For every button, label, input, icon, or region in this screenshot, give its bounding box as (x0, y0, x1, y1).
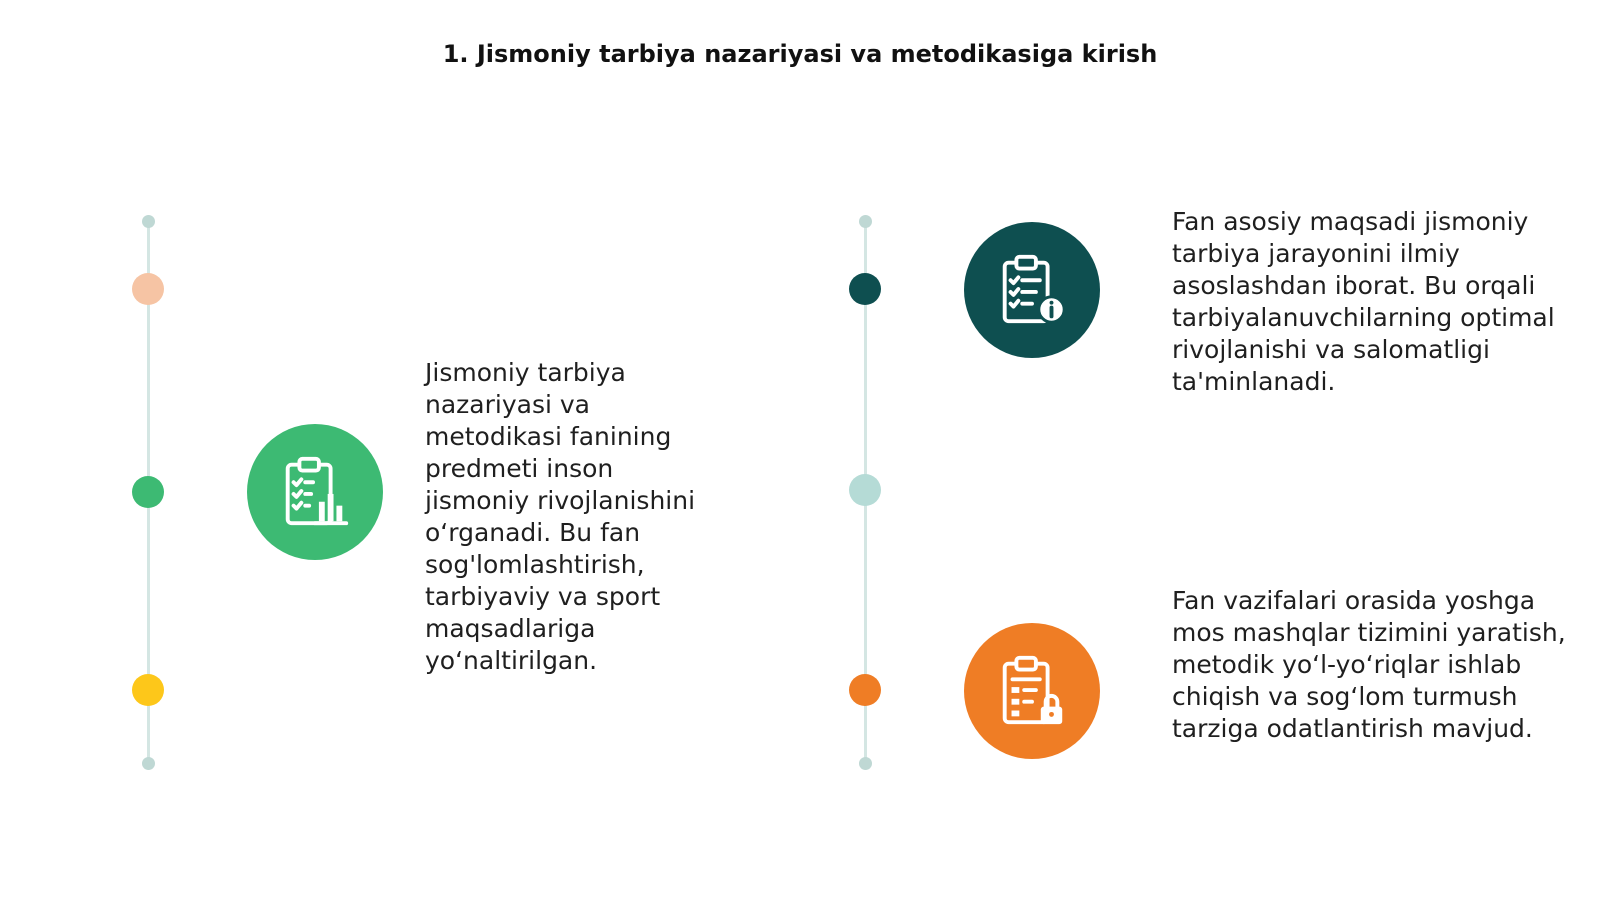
item-2-text: Fan asosiy maqsadi jismoniy tarbiya jarayonini ilmiy asoslashdan iborat. Bu orqali tarbiyalanuvchilarning optimal rivojlanishi va salomatligi ta'minlanadi. (1172, 207, 1555, 396)
clipboard-info-badge (964, 222, 1100, 358)
right-timeline-dark-teal-dot (849, 273, 881, 305)
clipboard-info-icon (993, 251, 1071, 329)
clipboard-lock-icon (993, 652, 1071, 730)
clipboard-lock-badge (964, 623, 1100, 759)
right-timeline-bottom-endpoint (859, 757, 872, 770)
left-timeline-green-dot (132, 476, 164, 508)
left-timeline-bottom-endpoint (142, 757, 155, 770)
page-title: 1. Jismoniy tarbiya nazariyasi va metodikasiga kirish (442, 40, 1158, 68)
left-timeline-peach-dot (132, 273, 164, 305)
item-3-text: Fan vazifalari orasida yoshga mos mashqlar tizimini yaratish, metodik yo‘l-yo‘riqlar ishlab chiqish va sog‘lom turmush tarziga odatlantirish mavjud. (1172, 586, 1566, 743)
clipboard-chart-badge (247, 424, 383, 560)
clipboard-chart-icon (276, 453, 354, 531)
left-timeline-top-endpoint (142, 215, 155, 228)
right-timeline-top-endpoint (859, 215, 872, 228)
item-1-text: Jismoniy tarbiya nazariyasi va metodikasi fanining predmeti inson jismoniy rivojlanishini o‘rganadi. Bu fan sog'lomlashtirish, tarbiyaviy va sport maqsadlariga yo‘naltirilgan. (425, 358, 696, 675)
right-timeline-light-teal-dot (849, 474, 881, 506)
left-timeline-yellow-dot (132, 674, 164, 706)
right-timeline-orange-dot (849, 674, 881, 706)
